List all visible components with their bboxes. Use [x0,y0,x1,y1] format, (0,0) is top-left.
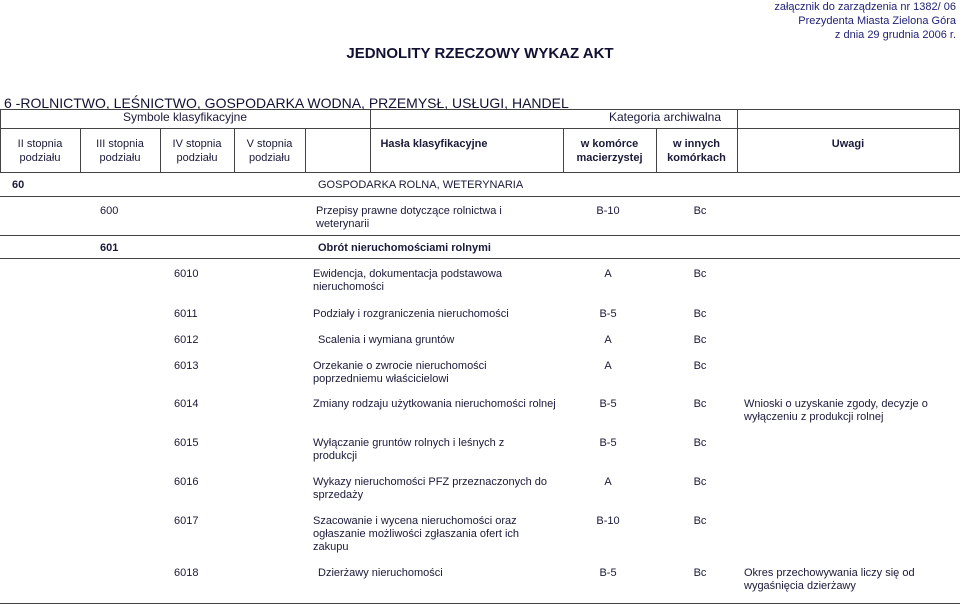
row-description: GOSPODARKA ROLNA, WETERYNARIA [318,179,524,191]
row-divider [0,235,960,236]
row-category-other: Bc [693,567,707,579]
attachment-note-line3: z dnia 29 grudnia 2006 r. [834,29,956,41]
col-v-sublabel: podziału [249,152,290,164]
row-description: Wykazy nieruchomości PFZ przeznaczonych do sprzedaży [313,476,548,501]
table-bottom-rule [0,603,960,604]
row-divider [0,258,960,259]
row-category-other: Bc [693,398,707,410]
komorce-sublabel: macierzystej [576,152,643,164]
row-description: Przepisy prawne dotyczące rolnictwa i weterynarii [316,205,502,230]
row-code: 600 [100,205,119,217]
row-category-main: B-5 [599,437,617,449]
hasla-header: Hasła klasyfikacyjne [380,138,488,150]
row-category-other: Bc [693,476,707,488]
row-remarks: Wnioski o uzyskanie zgody, decyzje o wyłączeniu z produkcji rolnej [744,398,928,423]
row-category-other: Bc [693,437,707,449]
row-code: 6010 [174,268,199,280]
row-category-main: A [604,360,612,372]
row-code: 6012 [174,334,199,346]
row-code: 601 [100,242,119,254]
col-iii-label: III stopnia [96,138,144,150]
row-category-other: Bc [693,334,707,346]
row-description: Podziały i rozgraniczenia nieruchomości [313,308,509,320]
col-v-label: V stopnia [246,138,293,150]
row-description: Dzierżawy nieruchomości [318,567,443,579]
col-iii-sublabel: podziału [99,152,141,164]
row-category-other: Bc [693,515,707,527]
row-code: 60 [12,179,25,191]
row-category-main: A [604,476,612,488]
innych-sublabel: komórkach [667,152,726,164]
col-iv-sublabel: podziału [176,152,218,164]
col-iv-label: IV stopnia [172,138,222,150]
row-category-main: B-10 [596,515,620,527]
row-code: 6015 [174,437,199,449]
innych-label: w innych [672,138,721,150]
row-description: Scalenia i wymiana gruntów [318,334,455,346]
row-category-other: Bc [693,308,707,320]
row-divider [0,196,960,197]
row-category-main: A [604,268,612,280]
row-remarks: Okres przechowywania liczy się od wygaśnięcia dzierżawy [744,567,915,592]
row-code: 6017 [174,515,199,527]
row-code: 6011 [174,308,198,320]
row-category-other: Bc [693,205,707,217]
row-description: Wyłączanie gruntów rolnych i leśnych z produkcji [313,437,505,462]
uwagi-header: Uwagi [831,138,865,150]
row-category-other: Bc [693,360,707,372]
kategoria-header: Kategoria archiwalna [608,110,722,124]
header-rule-mid [0,128,960,129]
komorce-label: w komórce [580,138,639,150]
row-code: 6018 [174,567,199,579]
row-code: 6014 [174,398,199,410]
row-code: 6013 [174,360,199,372]
row-category-other: Bc [693,268,707,280]
row-description: Zmiany rodzaju użytkowania nieruchomości rolnej [313,398,556,410]
row-category-main: B-5 [599,567,617,579]
row-category-main: A [604,334,612,346]
row-description: Obrót nieruchomościami rolnymi [318,242,491,254]
attachment-note-line2: Prezydenta Miasta Zielona Góra [798,15,956,27]
row-category-main: B-5 [599,398,617,410]
row-code: 6016 [174,476,199,488]
section-title: 6 -ROLNICTWO, LEŚNICTWO, GOSPODARKA WODNA, PRZEMYSŁ, USŁUGI, HANDEL [4,95,569,111]
col-ii-sublabel: podziału [19,152,61,164]
col-ii-label: II stopnia [17,138,63,150]
row-category-main: B-5 [599,308,617,320]
header-rule-bottom [0,172,960,173]
row-description: Szacowanie i wycena nieruchomości oraz ogłaszanie możliwości zgłaszania ofert ich zakupu [313,515,520,553]
row-description: Ewidencja, dokumentacja podstawowa nieruchomości [313,268,502,293]
row-category-main: B-10 [596,205,620,217]
attachment-note-line1: załącznik do zarządzenia nr 1382/ 06 [774,1,956,13]
symbole-header: Symbole klasyfikacyjne [122,110,248,124]
document-title: JEDNOLITY RZECZOWY WYKAZ AKT [346,45,614,62]
row-description: Orzekanie o zwrocie nieruchomości poprzedniemu właścicielowi [313,360,487,385]
